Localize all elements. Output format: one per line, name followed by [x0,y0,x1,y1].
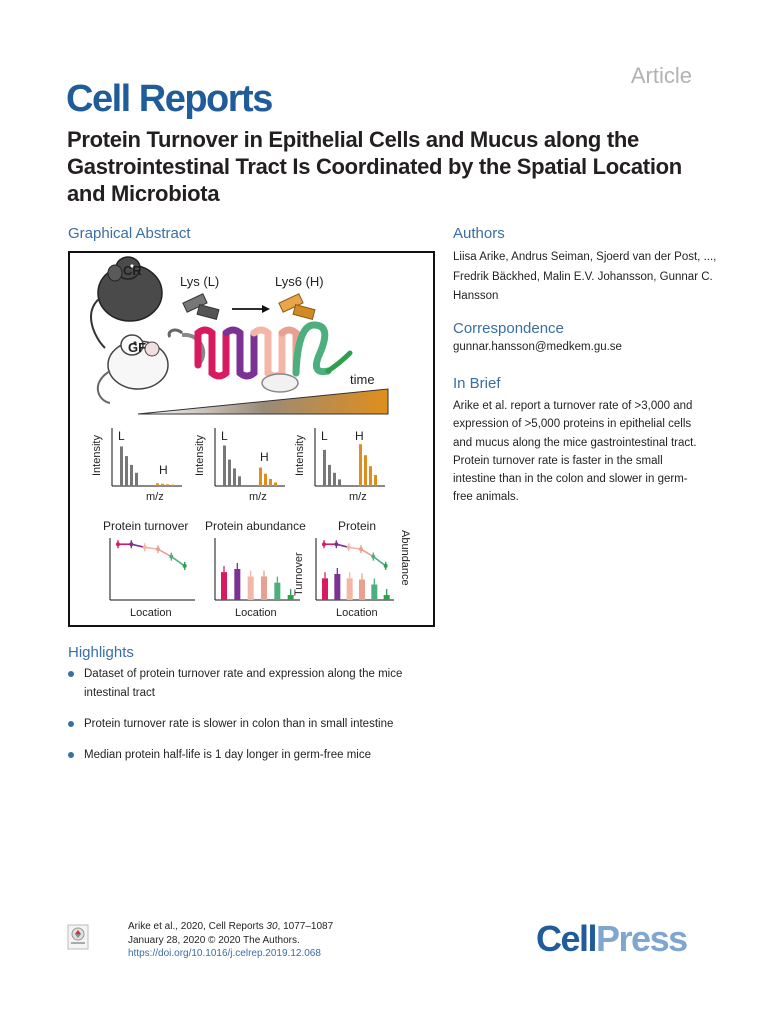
highlight-text: Median protein half-life is 1 day longer in germ-free mice [84,749,371,761]
abundance-x-label: Location [235,607,277,619]
turnover-point [143,545,147,549]
highlight-item [68,665,448,703]
light-peak-bar [233,468,236,486]
spectrum-panel-3 [294,428,385,503]
graphical-abstract-heading: Graphical Abstract [68,225,191,242]
turnover-line-segment [158,549,171,556]
spectrum-heavy-label: H [159,463,168,477]
spectrum-y-label: Intensity [194,435,206,476]
abundance-bar [334,574,340,600]
spectrum-x-label: m/z [249,491,267,503]
heavy-peak-bar [269,479,272,486]
turnover-point [384,564,388,568]
turnover-line-segment [171,557,184,566]
citation-line-2: January 28, 2020 © 2020 The Authors. [128,934,300,946]
combined-panel [293,519,411,619]
turnover-line-segment [373,557,385,566]
turnover-point [116,542,120,546]
bullet-icon [68,721,74,727]
spectrum-light-label: L [221,429,228,443]
turnover-line-segment [145,547,158,549]
citation-authors-journal: Arike et al., 2020, Cell Reports [128,921,267,932]
heavy-peak-bar [161,484,164,486]
citation-volume: 30 [266,921,278,932]
turnover-panel-title: Protein turnover [103,519,189,533]
light-peak-bar [223,446,226,486]
combined-left-label: Turnover [293,552,305,596]
graphical-abstract-figure [68,251,435,627]
spectrum-heavy-label: H [260,450,269,464]
citation-line-1 [128,920,333,934]
citation-pages: , 1077–1087 [277,921,334,932]
light-peak-bar [135,473,138,486]
turnover-point [359,547,363,551]
highlights-heading: Highlights [68,644,134,661]
highlight-text: Dataset of protein turnover rate and expression along the mice intestinal tract [84,668,403,699]
in-brief-text: Arike et al. report a turnover rate of >3,000 and expression of >5,000 proteins in epithelial cells and mucus along the mice gastrointestinal tract. Protein turnover rate is faster in the small intestine than in the colon and slower in germ-free animals. [453,400,697,504]
publisher-logo-press: Press [596,918,687,959]
abundance-bar [248,576,254,600]
heavy-peak-bar [369,466,372,486]
graphical-abstract-svg [70,253,433,625]
spectrum-x-label: m/z [146,491,164,503]
turnover-line-segment [361,549,373,556]
combined-right-label: Abundance [399,530,411,586]
journal-logo[interactable]: Cell Reports [66,78,272,120]
heavy-peak-bar [259,468,262,486]
combined-panel-title: Protein [338,519,377,533]
light-peak-bar [338,479,341,486]
abundance-bar [274,583,280,600]
highlight-item [68,746,448,765]
gf-mouse-label: GF [128,340,147,355]
citation-block [128,920,333,961]
spectrum-light-label: L [118,429,125,443]
abundance-bar [322,578,328,600]
light-peak-bar [228,460,231,486]
cr-mouse-label: CR [123,263,142,278]
abundance-panel-title: Protein abundance [205,519,306,533]
light-peak-bar [238,476,241,486]
correspondence-heading: Correspondence [453,320,564,337]
light-peak-bar [328,465,331,486]
heavy-peak-bar [166,484,169,486]
spectrum-light-label: L [321,429,328,443]
turnover-point [322,542,326,546]
turnover-point [156,547,160,551]
time-label: time [350,372,375,387]
light-peak-bar [323,450,326,486]
heavy-peak-bar [156,483,159,486]
spectrum-panel-2 [194,428,285,503]
spectrum-y-label: Intensity [91,435,103,476]
abundance-bar [384,595,390,600]
turnover-point [347,545,351,549]
heavy-peak-bar [359,444,362,486]
spectrum-heavy-label: H [355,429,364,443]
abundance-bar [347,578,353,600]
heavy-peak-bar [364,455,367,486]
light-peak-bar [333,473,336,486]
turnover-line-segment [131,544,144,547]
abundance-panel [205,519,306,619]
turnover-point [183,564,187,568]
lys-light-label: Lys (L) [180,274,220,289]
highlight-item [68,715,448,734]
time-gradient-wedge [138,389,388,414]
heavy-peak-bar [374,475,377,486]
turnover-panel [103,519,195,619]
doi-link[interactable]: https://doi.org/10.1016/j.celrep.2019.12.068 [128,948,321,959]
authors-heading: Authors [453,225,505,242]
light-peak-bar [120,446,123,486]
spectrum-y-label: Intensity [294,435,306,476]
bullet-icon [68,671,74,677]
heavy-peak-bar [171,485,174,486]
publisher-logo-cell: Cell [536,918,597,959]
turnover-point [371,555,375,559]
abundance-bar [359,580,365,600]
article-title: Protein Turnover in Epithelial Cells and Mucus along the Gastrointestinal Tract Is Coordinated by the Spatial Location and Microbiota [67,127,682,206]
publisher-logo[interactable] [536,918,687,960]
heavy-peak-bar [264,474,267,486]
gastrointestinal-tract-illustration [169,325,350,392]
lys-heavy-pellet-icon [279,294,315,320]
lys-heavy-label: Lys6 (H) [275,274,324,289]
in-brief-heading: In Brief [453,375,501,392]
highlight-text: Protein turnover rate is slower in colon than in small intestine [84,718,394,730]
spectrum-x-label: m/z [349,491,367,503]
abundance-bar [234,569,240,600]
abundance-bar [221,572,227,600]
crossmark-icon[interactable] [67,924,89,950]
turnover-x-label: Location [130,607,172,619]
light-peak-bar [125,456,128,486]
combined-x-label: Location [336,607,378,619]
abundance-bar [371,585,377,601]
lys-light-pellet-icon [183,294,219,320]
turnover-point [129,542,133,546]
light-peak-bar [130,465,133,486]
bullet-icon [68,752,74,758]
heavy-peak-bar [274,482,277,486]
author-list: Liisa Arike, Andrus Seiman, Sjoerd van der Post, ..., Fredrik Bäckhed, Malin E.V. Johansson, Gunnar C. Hansson [453,251,717,302]
article-type-label: Article [630,63,692,88]
arrow-icon [232,305,270,313]
turnover-point [169,555,173,559]
correspondence-email[interactable]: gunnar.hansson@medkem.gu.se [453,341,622,353]
spectrum-panel-1 [91,428,182,503]
turnover-point [334,542,338,546]
abundance-bar [261,576,267,600]
